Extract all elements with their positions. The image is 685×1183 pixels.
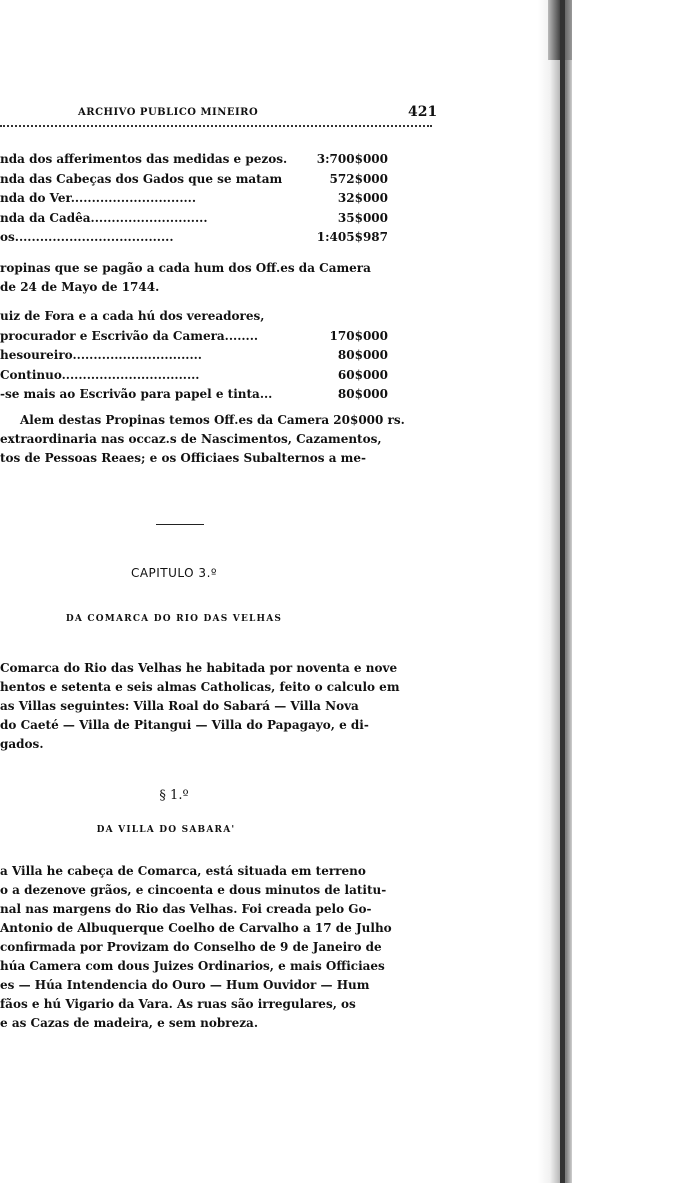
text-line: de 24 de Mayo de 1744. [0,280,160,294]
ledger-label: os...................................... [0,230,174,244]
ledger-amount: 32$000 [337,191,388,205]
ledger-row [0,228,388,248]
ledger-amount: 3:700$000 [316,152,388,166]
ledger-label: hesoureiro............................... [0,348,202,362]
ledger-amount: 80$000 [337,348,388,362]
section-number: § 1.º [159,788,189,803]
text-line: o a dezenove grãos, e cincoenta e dous minutos de latitu- [0,883,387,897]
text-line: do Caeté — Villa de Pitangui — Villa do Papagayo, e di- [0,718,369,732]
text-line: confirmada por Provizam do Conselho de 9 de Janeiro de [0,940,382,954]
chapter-subtitle: DA COMARCA DO RIO DAS VELHAS [65,614,283,624]
ledger-row [0,327,388,347]
text-line: Comarca do Rio das Velhas he habitada por noventa e nove [0,661,398,675]
ledger-label: nda dos afferimentos das medidas e pezos. [0,152,288,166]
book-spine-shadow [538,0,572,1183]
text-line: nal nas margens do Rio das Velhas. Foi creada pelo Go- [0,902,372,916]
ledger-row [0,346,388,366]
running-title: ARCHIVO PUBLICO MINEIRO [78,107,259,118]
ledger-label: nda das Cabeças dos Gados que se matam [0,171,283,186]
sabara-paragraph [0,862,432,1033]
text-line: húa Camera com dous Juizes Ordinarios, e mais Officiaes [0,959,385,973]
text-line: gados. [0,737,44,751]
text-line: ropinas que se pagão a cada hum dos Off.es da Camera [0,261,371,275]
propinas-intro [0,259,432,297]
text-line: es — Húa Intendencia do Ouro — Hum Ouvidor — Hum [0,978,370,992]
ledger-row [0,170,388,190]
text-line: a Villa he cabeça de Comarca, está situada em terreno [0,864,366,878]
ledger-label: -se mais ao Escrivão para papel e tinta... [0,387,273,401]
page-number: 421 [408,104,438,120]
ledger-amount: 60$000 [337,367,388,382]
ledger-row [0,385,388,405]
ledger-label: nda da Cadêa............................ [0,210,208,225]
ledger-row [0,307,388,327]
text-line: Antonio de Albuquerque Coelho de Carvalho a 17 de Julho [0,921,392,935]
text-line: fãos e hú Vigario da Vara. As ruas são irregulares, os [0,997,356,1011]
ledger-label: uiz de Fora e a cada hú dos vereadores, [0,309,265,323]
ledger-amount: 170$000 [329,328,388,343]
section-divider [156,524,204,525]
revenue-ledger [0,150,388,248]
text-line: e as Cazas de madeira, e sem nobreza. [0,1016,259,1030]
section-subtitle: DA VILLA DO SABARA' [96,825,236,835]
book-spine-edge [560,0,565,1183]
comarca-paragraph [0,659,432,754]
text-line: hentos e setenta e seis almas Catholicas, feito o calculo em [0,680,400,694]
ledger-amount: 572$000 [329,171,388,186]
ledger-amount: 1:405$987 [316,230,388,244]
ledger-label: procurador e Escrivão da Camera........ [0,328,259,343]
header-rule [0,125,432,127]
ledger-label: nda do Ver.............................. [0,191,197,205]
text-line: extraordinaria nas occaz.s de Nascimentos, Cazamentos, [0,432,382,446]
ledger-row [0,209,388,229]
ledger-label: Continuo................................. [0,367,200,382]
text-line: Alem destas Propinas temos Off.es da Camera 20$000 rs. [20,413,405,427]
text-line: tos de Pessoas Reaes; e os Officiaes Subalternos a me- [0,451,366,465]
ledger-row [0,189,388,209]
ledger-row [0,366,388,386]
text-line: as Villas seguintes: Villa Roal do Sabará — Villa Nova [0,699,359,713]
propinas-ledger [0,307,388,405]
ledger-amount: 80$000 [337,387,388,401]
propinas-note [0,411,432,468]
ledger-row [0,150,388,170]
chapter-title: CAPITULO 3.º [130,566,218,580]
ledger-amount: 35$000 [337,210,388,225]
